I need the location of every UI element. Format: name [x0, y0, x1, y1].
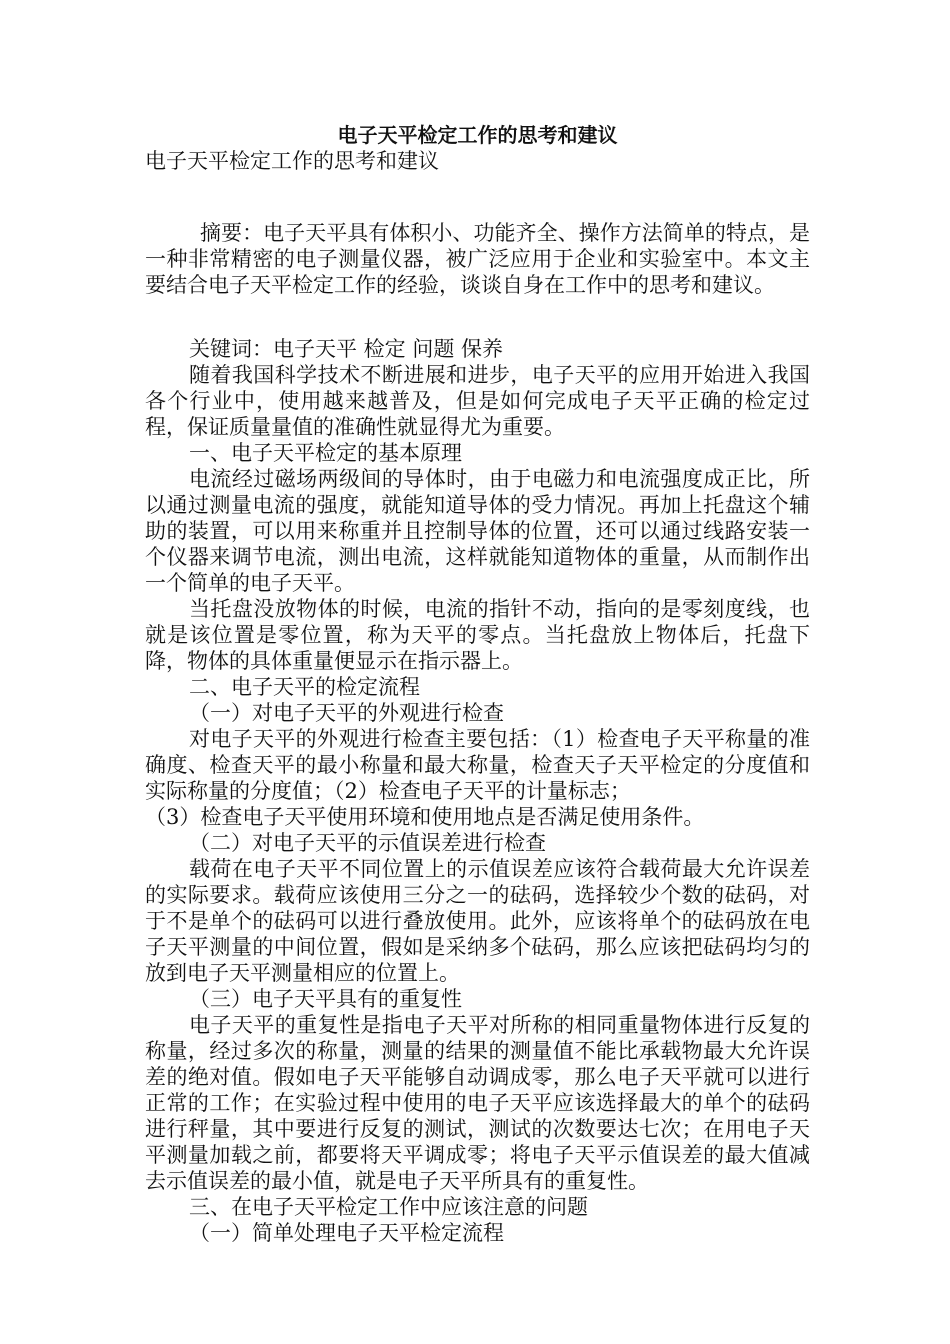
document-subtitle: 电子天平检定工作的思考和建议 — [145, 149, 439, 173]
section-2-sub-2-paragraph-1: 载荷在电子天平不同位置上的示值误差应该符合载荷最大允许误差的实际要求。载荷应该使用三分之一的砝码，选择较少个数的砝码，对于不是单个的砝码可以进行叠放使用。此外，应该将单个的砝码放在电子天平测量的中间位置，假如是采纳多个砝码，那么应该把砝码均匀的放到电子天平测量相应的位置上。 — [145, 857, 810, 985]
intro-paragraph: 随着我国科学技术不断进展和进步，电子天平的应用开始进入我国各个行业中，使用越来越普及，但是如何完成电子天平正确的检定过程，保证质量量值的准确性就显得尤为重要。 — [145, 363, 810, 439]
section-2-sub-1-paragraph-2: （3）检查电子天平使用环境和使用地点是否满足使用条件。 — [145, 805, 705, 829]
section-2-sub-1-paragraph-1: 对电子天平的外观进行检查主要包括：（1）检查电子天平称量的准确度、检查天平的最小称量和最大称量，检查天子天平检定的分度值和实际称量的分度值；（2）检查电子天平的计量标志； — [145, 727, 810, 803]
section-2-sub-2-heading: （二）对电子天平的示值误差进行检查 — [189, 831, 546, 855]
abstract-paragraph: 摘要：电子天平具有体积小、功能齐全、操作方法简单的特点，是一种非常精密的电子测量仪器，被广泛应用于企业和实验室中。本文主要结合电子天平检定工作的经验，谈谈自身在工作中的思考和建议。 — [145, 221, 810, 297]
section-1-paragraph-1: 电流经过磁场两级间的导体时，由于电磁力和电流强度成正比，所以通过测量电流的强度，就能知道导体的受力情况。再加上托盘这个辅助的装置，可以用来称重并且控制导体的位置，还可以通过线路安装一个仪器来调节电流，测出电流，这样就能知道物体的重量，从而制作出一个简单的电子天平。 — [145, 467, 810, 595]
section-2-sub-3-paragraph-1: 电子天平的重复性是指电子天平对所称的相同重量物体进行反复的称量，经过多次的称量，测量的结果的测量值不能比承载物最大允许误差的绝对值。假如电子天平能够自动调成零，那么电子天平就可以进行正常的工作；在实验过程中使用的电子天平应该选择最大的单个的砝码进行秤量，其中要进行反复的测试，测试的次数要达七次；在用电子天平测量加载之前，都要将天平调成零；将电子天平示值误差的最大值减去示值误差的最小值，就是电子天平所具有的重复性。 — [145, 1013, 810, 1193]
section-2-heading: 二、电子天平的检定流程 — [189, 675, 420, 699]
document-title: 电子天平检定工作的思考和建议 — [337, 123, 618, 147]
section-1-heading: 一、电子天平检定的基本原理 — [189, 441, 462, 465]
section-3-heading: 三、在电子天平检定工作中应该注意的问题 — [189, 1195, 588, 1219]
section-2-sub-1-heading: （一）对电子天平的外观进行检查 — [189, 701, 504, 725]
section-2-sub-3-heading: （三）电子天平具有的重复性 — [189, 987, 462, 1011]
section-1-paragraph-2: 当托盘没放物体的时候，电流的指针不动，指向的是零刻度线，也就是该位置是零位置，称为天平的零点。当托盘放上物体后，托盘下降，物体的具体重量便显示在指示器上。 — [145, 597, 810, 673]
keywords-line: 关键词：电子天平 检定 问题 保养 — [189, 337, 504, 361]
document-body — [145, 122, 810, 1246]
section-3-sub-1-heading: （一）简单处理电子天平检定流程 — [189, 1221, 504, 1245]
